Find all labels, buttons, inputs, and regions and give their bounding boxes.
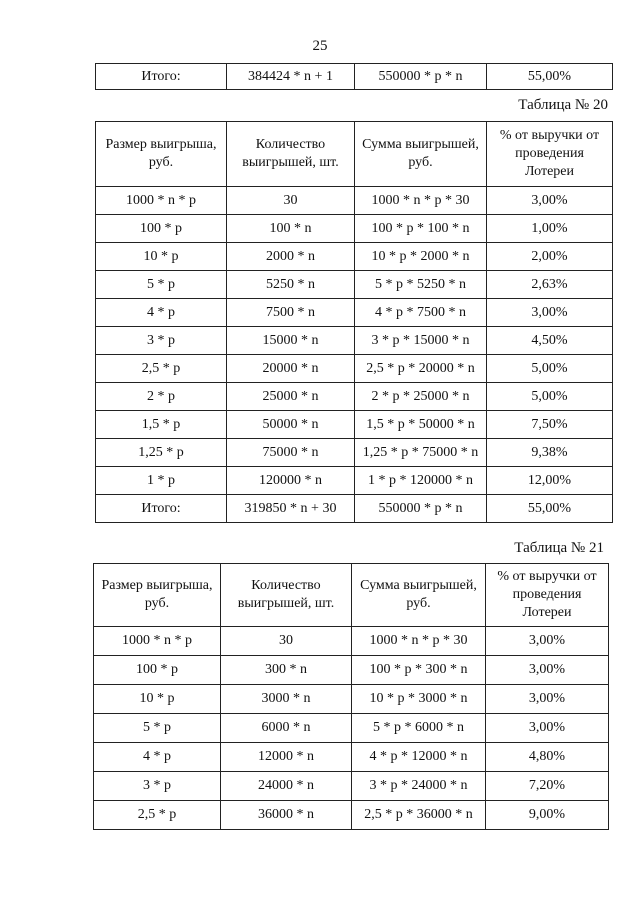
table-row: [94, 627, 609, 656]
table-cell: 3,00%: [486, 627, 609, 656]
column-header-prize-count: Количество выигрышей, шт.: [221, 564, 352, 627]
table-cell: Итого:: [96, 495, 227, 523]
table-header-row: [96, 122, 613, 187]
table-cell: 5 * p: [94, 714, 221, 743]
table-cell: 2,5 * p * 36000 * n: [352, 801, 486, 830]
table-cell: 7500 * n: [227, 299, 355, 327]
table-cell: 1,5 * p: [96, 411, 227, 439]
table-cell: 2000 * n: [227, 243, 355, 271]
table-cell: 1,25 * p * 75000 * n: [355, 439, 487, 467]
table-cell: 3 * p * 15000 * n: [355, 327, 487, 355]
table-cell: 100 * n: [227, 215, 355, 243]
table-cell: 2 * p: [96, 383, 227, 411]
table-cell: 319850 * n + 30: [227, 495, 355, 523]
table-20: [95, 121, 613, 523]
table-cell: 9,38%: [487, 439, 613, 467]
table-cell: 7,20%: [486, 772, 609, 801]
table-row: [96, 299, 613, 327]
table-20-caption: Таблица № 20: [518, 97, 608, 113]
table-cell: 5250 * n: [227, 271, 355, 299]
table-cell: 1000 * n * p * 30: [355, 187, 487, 215]
table-cell: 1,5 * p * 50000 * n: [355, 411, 487, 439]
table-row: [94, 656, 609, 685]
table-row: [96, 383, 613, 411]
table-row: [96, 355, 613, 383]
table-cell: 4 * p * 7500 * n: [355, 299, 487, 327]
table-cell: 120000 * n: [227, 467, 355, 495]
page-number: 25: [312, 38, 328, 54]
table-row: [94, 685, 609, 714]
table-cell: 20000 * n: [227, 355, 355, 383]
table-cell: 12,00%: [487, 467, 613, 495]
table-cell: 100 * p * 100 * n: [355, 215, 487, 243]
table-cell: 100 * p: [94, 656, 221, 685]
table-cell: 4,80%: [486, 743, 609, 772]
table-cell: 50000 * n: [227, 411, 355, 439]
table-cell: 2,5 * p: [96, 355, 227, 383]
table-cell: 12000 * n: [221, 743, 352, 772]
table-cell: 4 * p * 12000 * n: [352, 743, 486, 772]
table-row: [96, 271, 613, 299]
table-21-caption: Таблица № 21: [514, 540, 604, 556]
table-cell: 1000 * n * p: [96, 187, 227, 215]
table-cell: 1,25 * p: [96, 439, 227, 467]
table-cell: 1 * p: [96, 467, 227, 495]
table-cell: 9,00%: [486, 801, 609, 830]
table-cell: 4 * p: [96, 299, 227, 327]
column-header-prize-sum: Сумма выигрышей, руб.: [352, 564, 486, 627]
table-cell: 100 * p * 300 * n: [352, 656, 486, 685]
table-cell: 30: [227, 187, 355, 215]
table-row: [96, 411, 613, 439]
table-cell: 7,50%: [487, 411, 613, 439]
table-row: [94, 801, 609, 830]
table-cell: 10 * p: [96, 243, 227, 271]
table-cell: 3,00%: [486, 685, 609, 714]
table-cell: 3,00%: [486, 656, 609, 685]
table-cell: 3,00%: [486, 714, 609, 743]
table-cell: 3 * p: [94, 772, 221, 801]
table-cell: 100 * p: [96, 215, 227, 243]
column-header-prize-count: Количество выигрышей, шт.: [227, 122, 355, 187]
table-cell: 3000 * n: [221, 685, 352, 714]
table-cell: 2,00%: [487, 243, 613, 271]
table-cell: 2,5 * p * 20000 * n: [355, 355, 487, 383]
table-cell: 2 * p * 25000 * n: [355, 383, 487, 411]
table-row: [96, 187, 613, 215]
table-cell: 3 * p * 24000 * n: [352, 772, 486, 801]
table-cell: 10 * p * 3000 * n: [352, 685, 486, 714]
table-cell: 24000 * n: [221, 772, 352, 801]
table-cell: 15000 * n: [227, 327, 355, 355]
table-cell: 55,00%: [487, 495, 613, 523]
table-row: [96, 439, 613, 467]
table-cell: 5 * p * 6000 * n: [352, 714, 486, 743]
table-row: [96, 467, 613, 495]
table-cell: 30: [221, 627, 352, 656]
column-header-prize-sum: Сумма выигрышей, руб.: [355, 122, 487, 187]
table-cell: 5,00%: [487, 383, 613, 411]
table-cell: 384424 * n + 1: [227, 64, 355, 90]
table-cell: 3,00%: [487, 187, 613, 215]
table-cell: 4 * p: [94, 743, 221, 772]
table-cell: 5 * p: [96, 271, 227, 299]
table-row: [96, 495, 613, 523]
table-row: [96, 243, 613, 271]
previous-table-total-row: [95, 63, 613, 90]
table-row: [96, 215, 613, 243]
table-header-row: [94, 564, 609, 627]
table-cell: 550000 * p * n: [355, 64, 487, 90]
table-cell: 25000 * n: [227, 383, 355, 411]
table-cell: 55,00%: [487, 64, 613, 90]
column-header-prize-size: Размер выигрыша, руб.: [96, 122, 227, 187]
table-cell: 6000 * n: [221, 714, 352, 743]
table-row: [94, 743, 609, 772]
table-cell: 1 * p * 120000 * n: [355, 467, 487, 495]
column-header-prize-size: Размер выигрыша, руб.: [94, 564, 221, 627]
table-cell: 5,00%: [487, 355, 613, 383]
column-header-revenue-percent: % от выручки от проведения Лотереи: [486, 564, 609, 627]
table-cell: 1000 * n * p: [94, 627, 221, 656]
table-20-body: [96, 187, 613, 523]
table-cell: 3,00%: [487, 299, 613, 327]
table-21: [93, 563, 609, 830]
table-row: [96, 64, 613, 90]
table-cell: 300 * n: [221, 656, 352, 685]
table-cell: 3 * p: [96, 327, 227, 355]
table-row: [94, 772, 609, 801]
table-cell: 10 * p: [94, 685, 221, 714]
table-cell: 2,63%: [487, 271, 613, 299]
table-cell: 10 * p * 2000 * n: [355, 243, 487, 271]
table-cell: 550000 * p * n: [355, 495, 487, 523]
table-cell: 1000 * n * p * 30: [352, 627, 486, 656]
table-cell: 75000 * n: [227, 439, 355, 467]
column-header-revenue-percent: % от выручки от проведения Лотереи: [487, 122, 613, 187]
table-cell: 36000 * n: [221, 801, 352, 830]
table-cell: 4,50%: [487, 327, 613, 355]
table-21-body: [94, 627, 609, 830]
table-cell: 5 * p * 5250 * n: [355, 271, 487, 299]
table-cell: Итого:: [96, 64, 227, 90]
table-cell: 1,00%: [487, 215, 613, 243]
table-row: [96, 327, 613, 355]
table-row: [94, 714, 609, 743]
table-cell: 2,5 * p: [94, 801, 221, 830]
